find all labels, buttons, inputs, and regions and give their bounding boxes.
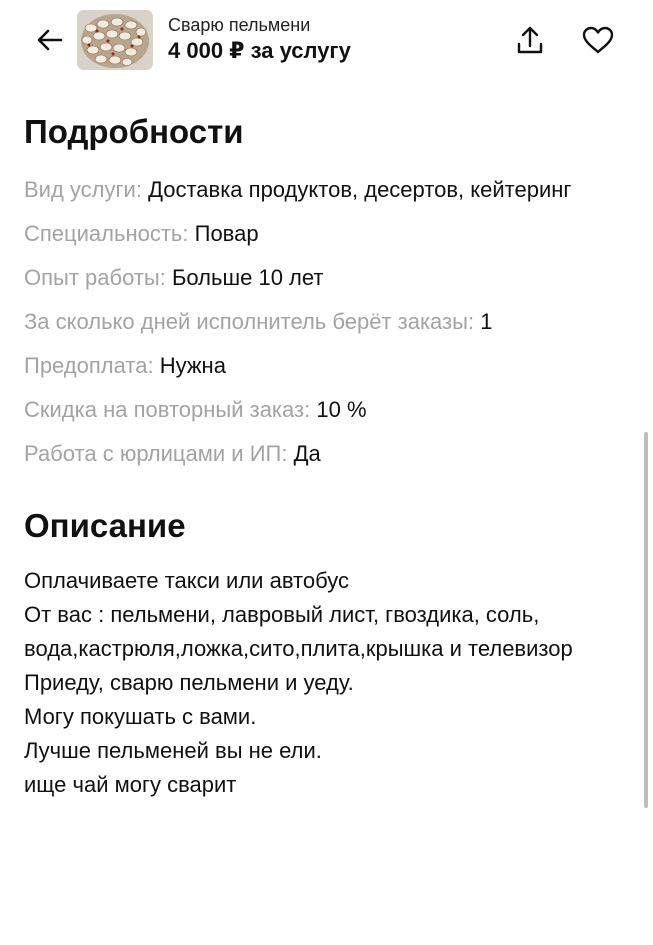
detail-value: 10 % xyxy=(316,397,367,422)
detail-label: Специальность: xyxy=(24,221,189,246)
detail-row-lead-time xyxy=(24,306,634,338)
detail-value: Да xyxy=(293,441,321,466)
detail-row-prepayment xyxy=(24,350,634,382)
detail-value: Доставка продуктов, десертов, кейтеринг xyxy=(148,177,572,202)
service-price: 4 000 ₽ за услугу xyxy=(168,38,351,63)
details-heading: Подробности xyxy=(24,113,244,150)
detail-value: Нужна xyxy=(159,353,226,378)
detail-label: Скидка на повторный заказ: xyxy=(24,397,311,422)
top-bar xyxy=(0,0,653,82)
service-title: Сварю пельмени xyxy=(168,15,311,35)
description-text xyxy=(24,564,634,802)
share-button[interactable] xyxy=(510,20,550,60)
detail-row-specialty xyxy=(24,218,634,250)
detail-value: Повар xyxy=(194,221,259,246)
detail-row-legal-entities xyxy=(24,438,634,470)
heart-icon xyxy=(581,25,615,55)
content xyxy=(24,110,634,802)
detail-value: Больше 10 лет xyxy=(171,265,324,290)
header-info xyxy=(168,14,488,66)
detail-label: Опыт работы: xyxy=(24,265,166,290)
description-line: ище чай могу сварит xyxy=(24,772,237,797)
detail-label: Предоплата: xyxy=(24,353,154,378)
detail-row-experience xyxy=(24,262,634,294)
description-line: Лучше пельменей вы не ели. xyxy=(24,738,322,763)
dumplings-image xyxy=(77,10,153,70)
service-thumbnail[interactable] xyxy=(77,10,153,70)
detail-label: Работа с юрлицами и ИП: xyxy=(24,441,288,466)
detail-row-repeat-discount xyxy=(24,394,634,426)
detail-label: За сколько дней исполнитель берёт заказы: xyxy=(24,309,475,334)
back-button[interactable] xyxy=(30,20,70,60)
description-line: От вас : пельмени, лавровый лист, гвоздика, соль, вода,кастрюля,ложка,сито,плита,крышка и телевизор xyxy=(24,602,573,661)
share-icon xyxy=(515,24,545,56)
scrollbar[interactable] xyxy=(644,432,648,808)
favorite-button[interactable] xyxy=(576,20,620,60)
arrow-left-icon xyxy=(35,25,65,55)
description-line: Приеду, сварю пельмени и уеду. xyxy=(24,670,354,695)
detail-row-service-type xyxy=(24,174,634,206)
description-line: Оплачиваете такси или автобус xyxy=(24,568,349,593)
description-line: Могу покушать с вами. xyxy=(24,704,257,729)
detail-value: 1 xyxy=(480,309,493,334)
detail-label: Вид услуги: xyxy=(24,177,142,202)
description-heading: Описание xyxy=(24,507,186,544)
